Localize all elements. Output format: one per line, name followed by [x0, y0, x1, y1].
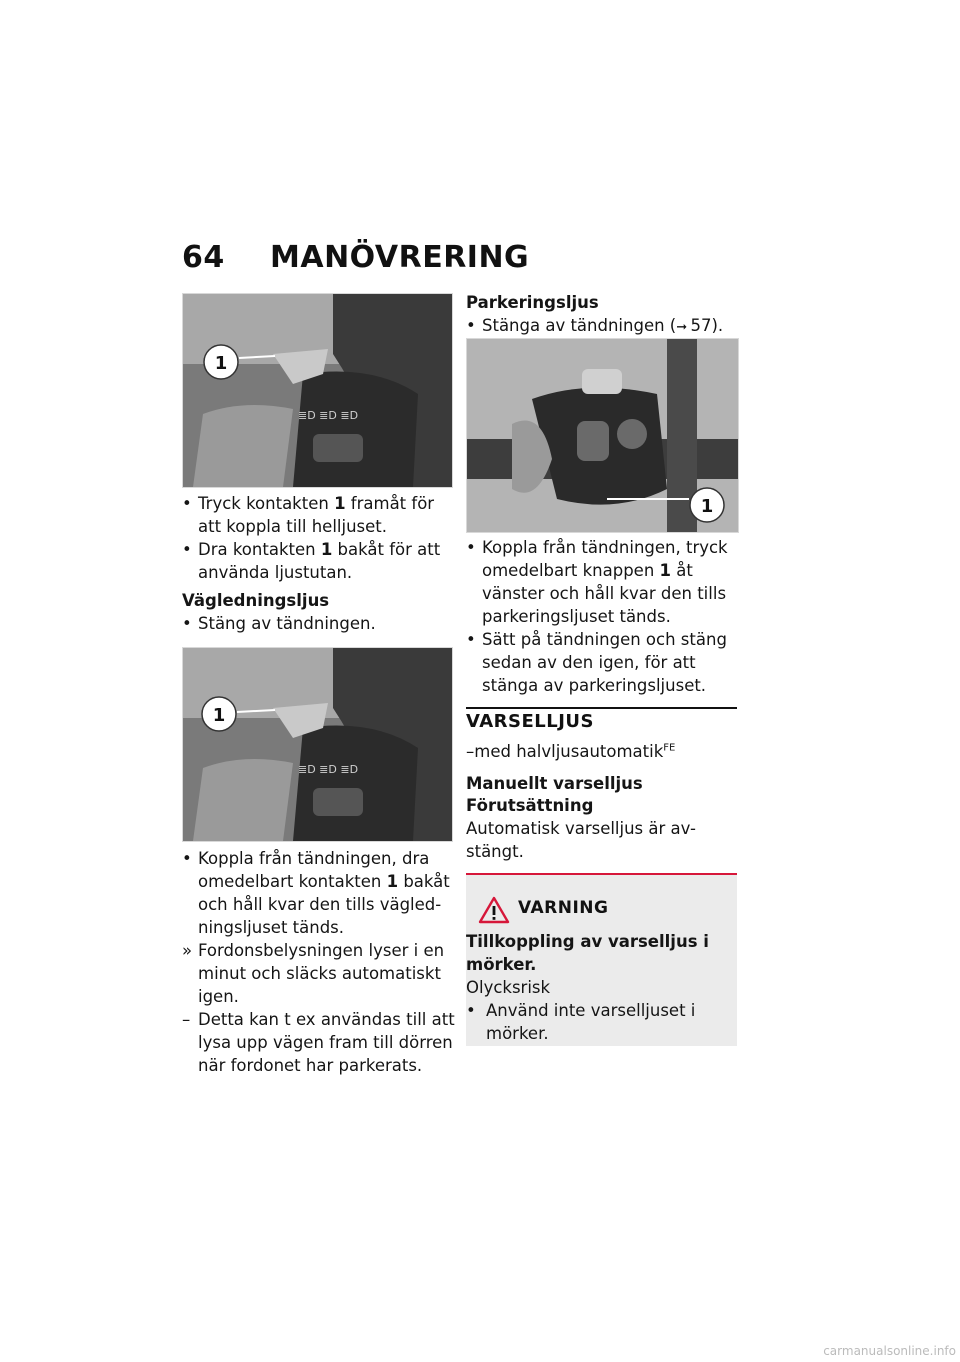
- bullet-stang: • Stäng av tändningen.: [182, 614, 376, 633]
- list-item: • Dra kontakten 1 bakåt för att använda ljustutan.: [182, 540, 441, 582]
- page-title: MANÖVRERING: [270, 240, 530, 275]
- list-item: • Tryck kontakten 1 framåt för att koppla till helljuset.: [182, 494, 435, 536]
- list-item: • Sätt på tändningen och stäng sedan av den igen, för att stänga av parkeringsljuset.: [466, 630, 727, 695]
- handlebar-photo-1: [182, 293, 453, 488]
- section-subtitle: –med halvljusautomatik$^{FE}$: [466, 742, 676, 761]
- page-number: 64: [182, 240, 225, 275]
- bullet-stanga: • Stänga av tändningen (➞ 57).: [466, 316, 724, 335]
- warning-triangle-icon: [478, 895, 510, 925]
- warning-title: VARNING: [518, 898, 609, 918]
- page-header: [182, 240, 529, 284]
- heading-forutsattning: Förutsättning: [466, 796, 594, 815]
- note-item: – Detta kan t ex användas till att lysa upp vägen fram till dörren när fordonet har parkerats.: [182, 1010, 455, 1075]
- heading-vagledningsljus: Vägledningsljus: [182, 591, 330, 610]
- list-item: • Koppla från tändningen, tryck omedelbart knappen 1 åt vänster och håll kvar den tills parkeringsljuset tänds.: [466, 538, 728, 626]
- left-bullets-1: [182, 492, 454, 584]
- arrow-ref-icon: ➞: [676, 320, 688, 335]
- forutsattning-text: Automatisk varselljus är av- stängt.: [466, 819, 696, 861]
- result-item: » Fordonsbelysningen lyser i en minut och släcks automatiskt igen.: [182, 941, 445, 1006]
- warning-body: Tillkoppling av varselljus i mörker. Olycksrisk • Använd inte varselljuset i mörker.: [466, 932, 709, 1043]
- svg-text:≣D ≣D ≣D: ≣D ≣D ≣D: [298, 409, 359, 422]
- handlebar-photo-2: [182, 647, 453, 842]
- section-title: VARSELLJUS: [466, 711, 594, 732]
- callout-1: 1: [214, 353, 228, 374]
- callout-1: 1: [700, 496, 714, 517]
- footer-watermark: carmanualsonline.info: [823, 1344, 956, 1358]
- heading-manuellt: Manuellt varselljus: [466, 774, 643, 793]
- heading-parkeringsljus: Parkeringsljus: [466, 293, 599, 312]
- callout-1: 1: [212, 705, 226, 726]
- bullet-koppla-left: [182, 847, 457, 1077]
- svg-text:≣D ≣D ≣D: ≣D ≣D ≣D: [298, 763, 359, 776]
- list-item: • Koppla från tändningen, dra omedelbart kontakten 1 bakåt och håll kvar den tills vägled- ningsljuset tänds.: [182, 849, 450, 937]
- handlebar-photo-3: [466, 338, 739, 533]
- section-rule: [466, 707, 737, 709]
- right-bullets: [466, 536, 741, 697]
- warning-box: [466, 873, 737, 1046]
